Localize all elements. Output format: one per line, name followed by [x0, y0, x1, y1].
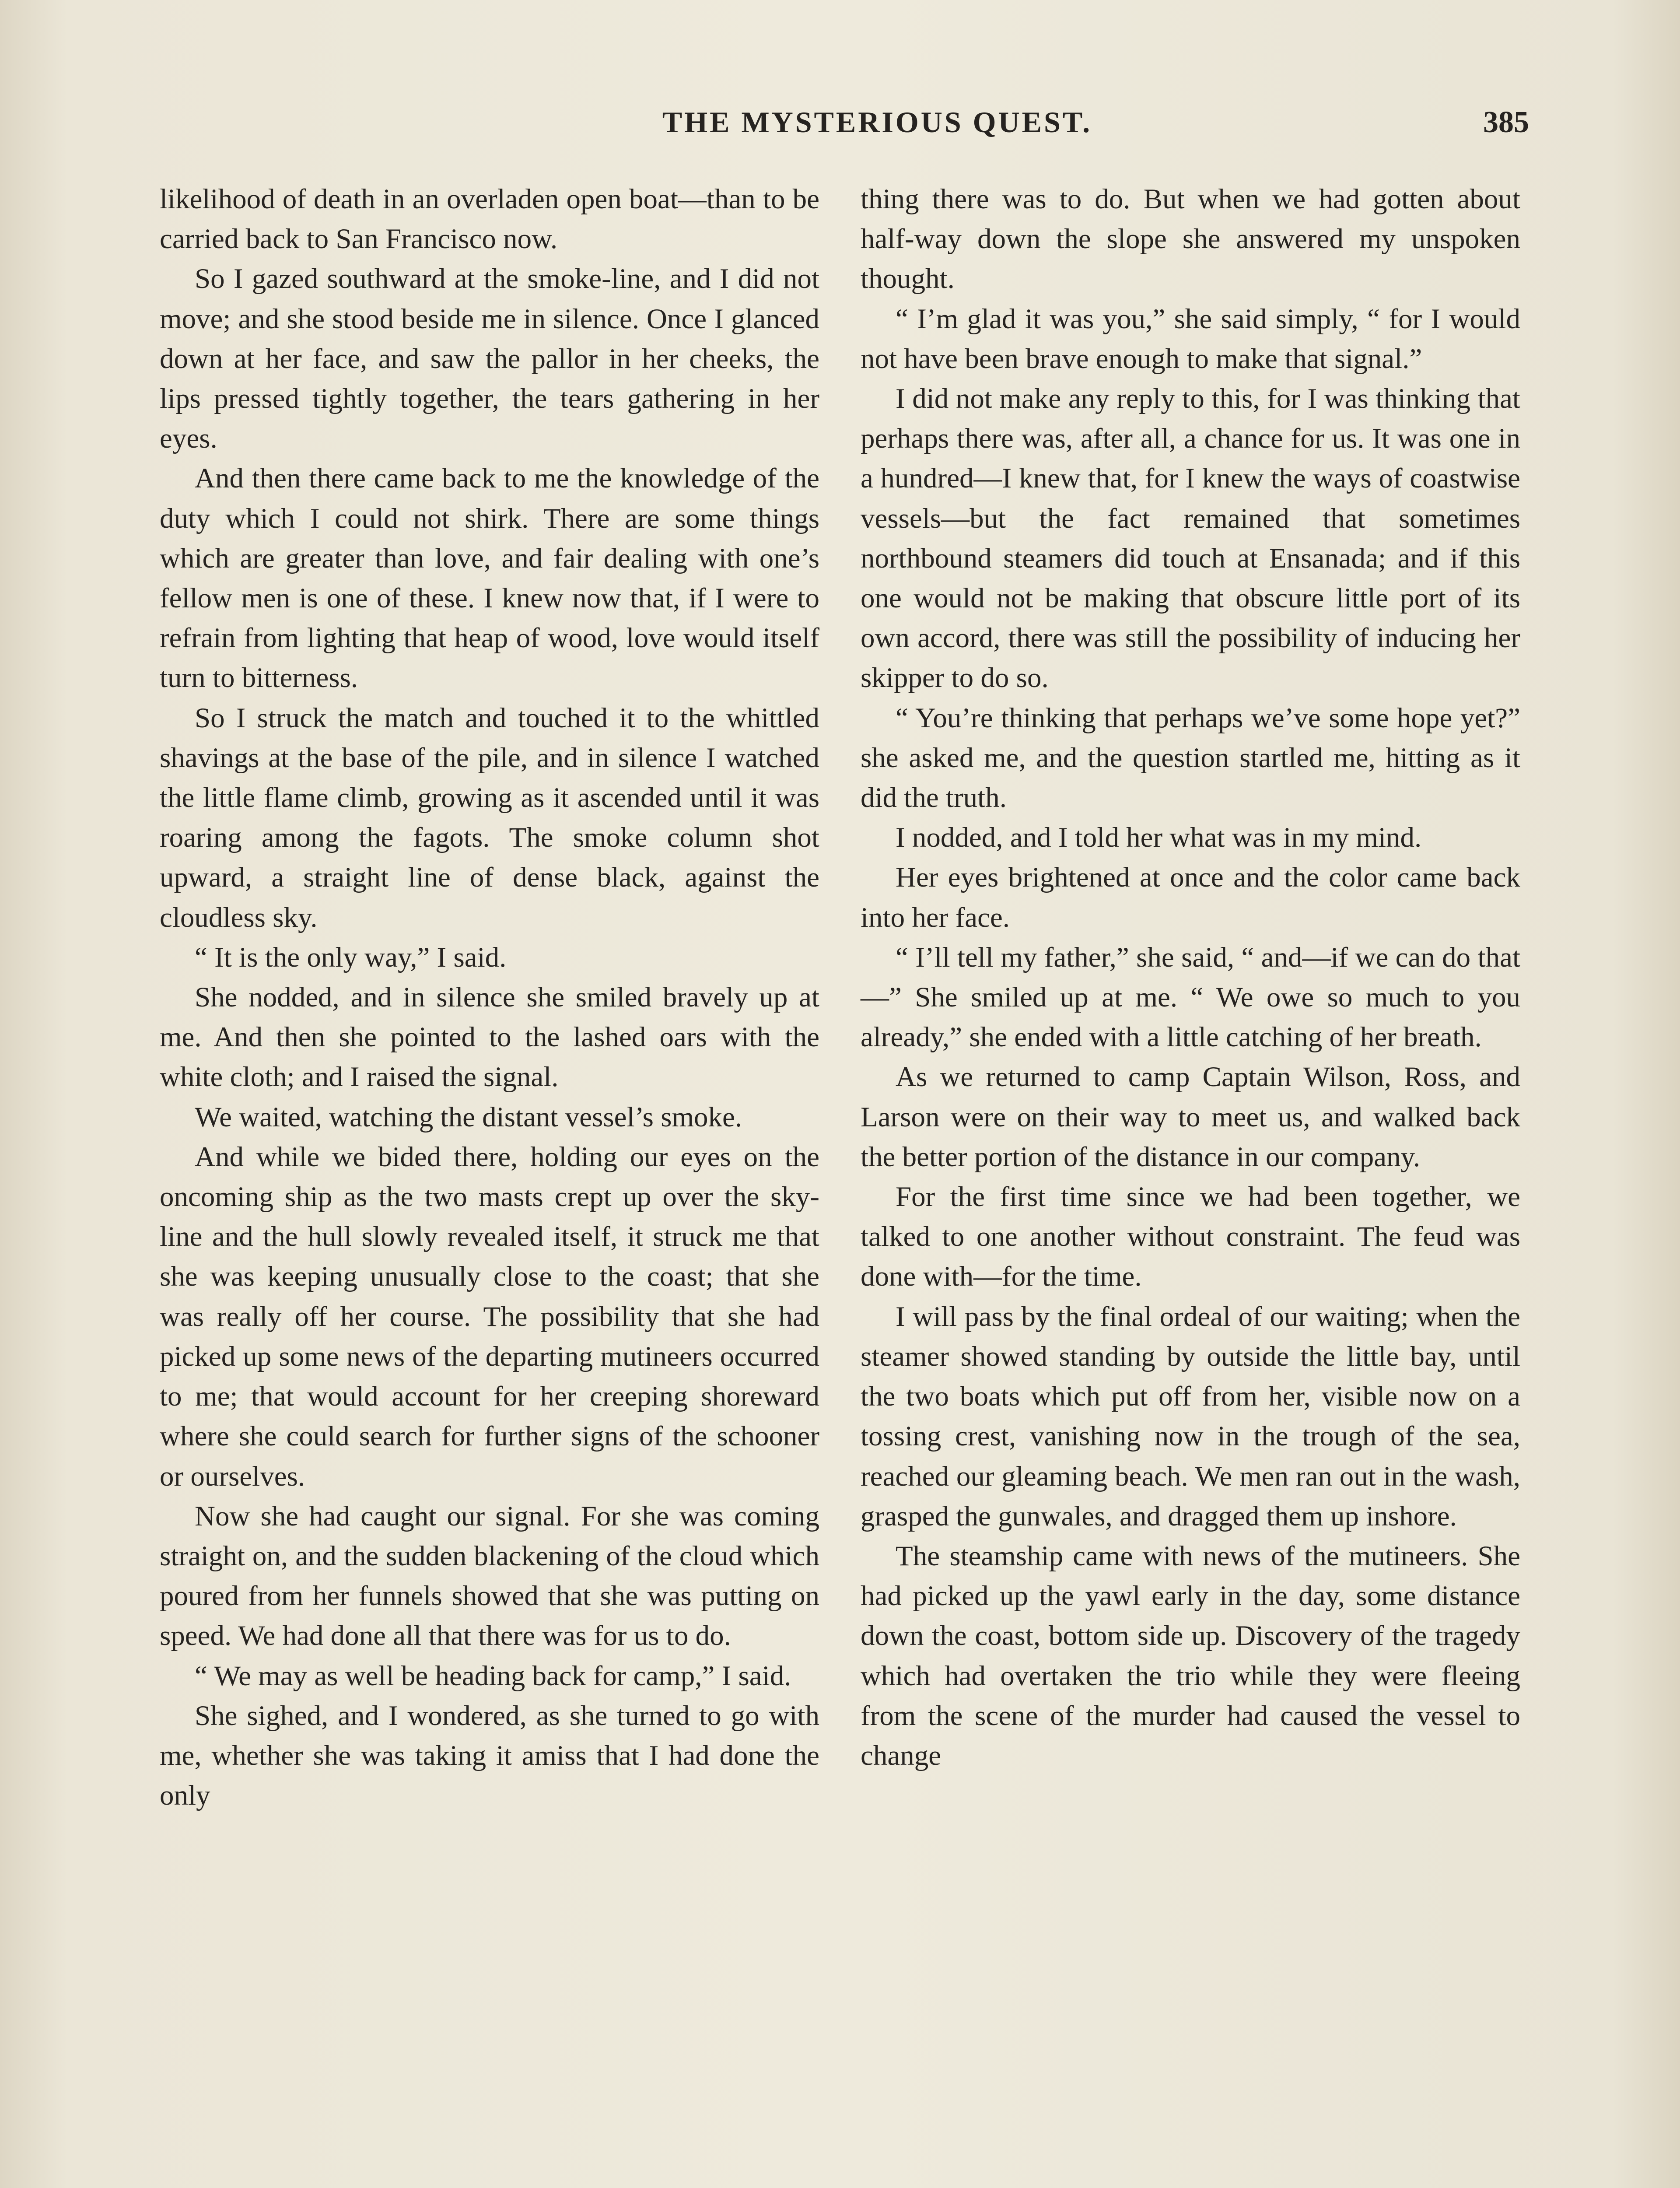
paragraph: I nodded, and I told her what was in my mind.	[896, 822, 1422, 854]
paragraph: So I gazed southward at the smoke-line, and I did not move; and she stood beside me in silence. Once I glanced down at her face, and saw the pallor in her cheeks, the lips pressed tightly together, the tears gathering in her eyes.	[160, 263, 819, 455]
paragraph: And then there came back to me the knowledge of the duty which I could not shirk. There are some things which are greater than love, and fair dealing with one’s fellow men is one of these. I knew now that, if I were to refrain from lighting that heap of wood, love would itself turn to bitterness.	[160, 463, 819, 694]
running-head	[158, 105, 1529, 144]
paragraph: As we returned to camp Captain Wilson, Ross, and Larson were on their way to meet us, and walked back the better portion of the distance in our company.	[861, 1061, 1520, 1173]
paragraph: “ I’m glad it was you,” she said simply, “ for I would not have been brave enough to make that signal.”	[861, 303, 1520, 375]
paragraph: For the first time since we had been together, we talked to one another without constraint. The feud was done with—for the time.	[861, 1181, 1520, 1293]
paragraph: “ I’ll tell my father,” she said, “ and—if we can do that—” She smiled up at me. “ We owe so much to you already,” she ended with a little catching of her breath.	[861, 941, 1520, 1053]
paragraph: The steamship came with news of the mutineers. She had picked up the yawl early in the day, some distance down the coast, bottom side up. Discovery of the tragedy which had overtaken the trio while they were fleeing from the scene of the murder had caused the vessel to change	[861, 1540, 1520, 1771]
paragraph: “ You’re thinking that perhaps we’ve some hope yet?” she asked me, and the question startled me, hitting as it did the truth.	[861, 702, 1520, 814]
paragraph: We waited, watching the distant vessel’s smoke.	[195, 1101, 742, 1133]
paragraph: Her eyes brightened at once and the color came back into her face.	[861, 862, 1520, 933]
paragraph: likelihood of death in an overladen open boat—than to be carried back to San Francisco now.	[160, 183, 819, 255]
paragraph: “ We may as well be heading back for camp,” I said.	[195, 1660, 791, 1692]
paragraph: She sighed, and I wondered, as she turned to go with me, whether she was taking it amiss that I had done the only	[160, 1700, 819, 1812]
running-title: THE MYSTERIOUS QUEST.	[662, 105, 1092, 139]
text-columns	[160, 179, 1520, 2188]
paragraph: She nodded, and in silence she smiled bravely up at me. And then she pointed to the lashed oars with the white cloth; and I raised the signal.	[160, 982, 819, 1093]
paragraph: So I struck the match and touched it to the whittled shavings at the base of the pile, and in silence I watched the little flame climb, growing as it ascended until it was roaring among the fagots. The smoke column shot upward, a straight line of dense black, against the cloudless sky.	[160, 702, 819, 933]
paragraph: And while we bided there, holding our eyes on the oncoming ship as the two masts crept up over the sky-line and the hull slowly revealed itself, it struck me that she was keeping unusually close to the coast; that she was really off her course. The possibility that she had picked up some news of the departing mutineers occurred to me; that would account for her creeping shoreward where she could search for further signs of the schooner or ourselves.	[160, 1141, 819, 1492]
paragraph: “ It is the only way,” I said.	[195, 941, 507, 973]
paragraph: I did not make any reply to this, for I was thinking that perhaps there was, after all, a chance for us. It was one in a hundred—I knew that, for I knew the ways of coastwise vessels—but the fact remained that sometimes northbound steamers did touch at Ensanada; and if this one would not be making that obscure little port of its own accord, there was still the possibility of inducing her skipper to do so.	[861, 383, 1520, 694]
left-column	[160, 179, 819, 2188]
right-column	[861, 179, 1520, 2188]
paragraph: Now she had caught our signal. For she was coming straight on, and the sudden blackening of the cloud which poured from her funnels showed that she was putting on speed. We had done all that there was for us to do.	[160, 1500, 819, 1652]
paragraph: thing there was to do. But when we had gotten about half-way down the slope she answered my unspoken thought.	[861, 183, 1520, 295]
page-number: 385	[1483, 105, 1529, 139]
paragraph: I will pass by the final ordeal of our waiting; when the steamer showed standing by outside the little bay, until the two boats which put off from her, visible now on a tossing crest, vanishing now in the trough of the sea, reached our gleaming beach. We men ran out in the wash, grasped the gunwales, and dragged them up inshore.	[861, 1301, 1520, 1532]
